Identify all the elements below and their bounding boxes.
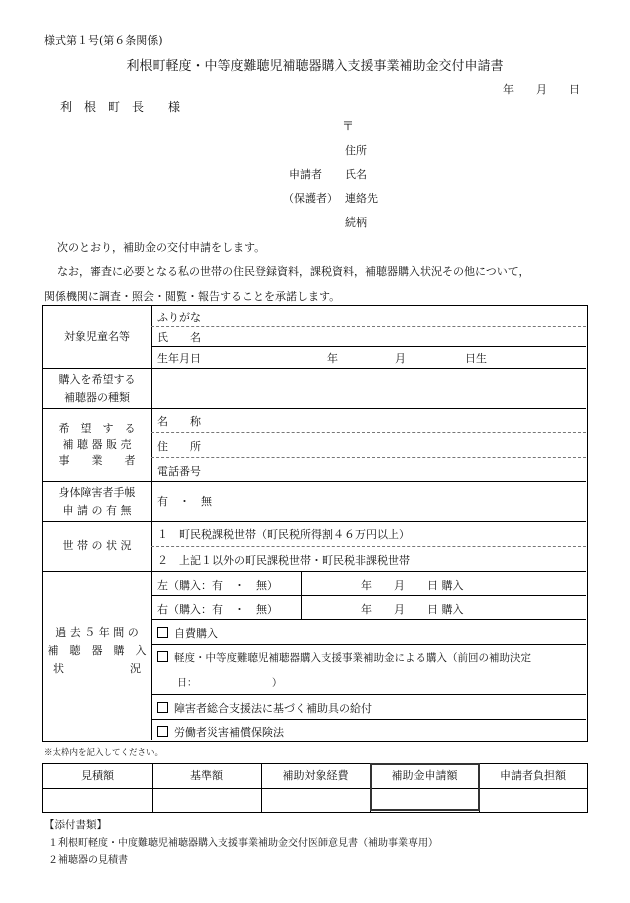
vendor-label-2: 補 聴 器 販 売: [62, 438, 132, 451]
vendor-label-1: 希 望 す る: [58, 422, 136, 435]
form-title: 利根町軽度・中等度難聴児補聴器購入支援事業補助金交付申請書: [126, 59, 504, 74]
option-welfare[interactable]: [157, 700, 372, 716]
applicant-burden-cell[interactable]: [479, 788, 587, 812]
header-applicant-burden: 申請者負担額: [500, 769, 566, 782]
left-ear-date: 年 月 日 購入: [361, 579, 464, 592]
attachment-item-2: ２補聴器の見積書: [48, 855, 128, 866]
checkbox-icon[interactable]: [157, 651, 168, 662]
right-ear-purchase[interactable]: 右（購入：有 ・ 無）: [157, 603, 278, 616]
history-label-2: 補 聴 器 購 入: [47, 644, 147, 657]
guardian-label: （保護者）: [283, 192, 338, 205]
attachment-item-1: １利根町軽度・中度難聴児補聴器購入支援事業補助金交付医師意見書（補助事業専用）: [48, 838, 438, 849]
address-label: 住所: [345, 144, 367, 157]
disability-label-1: 身体障害者手帳: [58, 486, 136, 499]
estimate-cell[interactable]: [43, 788, 152, 812]
option-self-purchase[interactable]: [157, 625, 218, 641]
furigana-label: ふりがな: [157, 311, 201, 324]
vendor-label-3: 事 業 者: [58, 454, 136, 467]
birth-year: 年: [327, 352, 338, 365]
option-self-purchase-label: 自費購入: [174, 627, 218, 640]
household-option-2[interactable]: ２ 上記１以外の町民課税世帯・町民税非課税世帯: [157, 554, 410, 567]
birth-day: 日生: [465, 352, 487, 365]
intro-line-2: なお，審査に必要となる私の世帯の住民登録資料，課税資料，補聴器購入状況その他について，: [57, 265, 530, 278]
header-standard: 基準額: [190, 769, 223, 782]
child-label: 対象児童名等: [64, 330, 130, 343]
birth-month: 月: [395, 352, 406, 365]
intro-line-3: 関係機関に調査・照会・閲覧・報告することを承諾します。: [44, 290, 341, 303]
applicant-label: 申請者: [289, 168, 322, 181]
header-subsidy-request: 補助金申請額: [391, 769, 458, 782]
option-subsidy-date: 日： ）: [177, 678, 282, 689]
option-subsidy-purchase[interactable]: [157, 650, 531, 665]
addressee: 利 根 町 長 様: [60, 100, 181, 114]
checkbox-icon[interactable]: [157, 702, 168, 713]
subsidy-request-cell[interactable]: [370, 788, 479, 812]
date-line: 年 月 日: [503, 83, 580, 96]
household-option-1[interactable]: １ 町民税課税世帯（町民税所得割４６万円以上）: [157, 528, 410, 541]
option-labor-insurance[interactable]: [157, 724, 284, 740]
eligible-cost-cell[interactable]: [261, 788, 370, 812]
history-label-3: 状 況: [53, 662, 141, 675]
option-labor-insurance-label: 労働者災害補償保険法: [174, 726, 284, 739]
household-label: 世 帯 の 状 況: [62, 539, 132, 552]
relation-label: 続柄: [345, 216, 367, 229]
vendor-name-label: 名 称: [157, 415, 201, 428]
name-label: 氏名: [345, 168, 367, 181]
attachments-title: 【添付書類】: [44, 819, 107, 831]
form-note: ※太枠内を記入してください。: [44, 748, 164, 758]
device-type-label-2: 補聴器の種類: [64, 391, 130, 404]
device-type-label-1: 購入を希望する: [58, 373, 136, 386]
history-label-1: 過 去 ５ 年 間 の: [55, 626, 139, 639]
vendor-phone-label: 電話番号: [157, 465, 201, 478]
disability-label-2: 申 請 の 有 無: [62, 504, 132, 517]
standard-cell[interactable]: [152, 788, 261, 812]
application-form-table: [42, 305, 588, 742]
right-ear-date: 年 月 日 購入: [361, 603, 464, 616]
birth-label: 生年月日: [157, 352, 201, 365]
postal-mark: 〒: [342, 119, 355, 133]
contact-label: 連絡先: [345, 192, 378, 205]
header-eligible-cost: 補助対象経費: [282, 769, 349, 782]
option-welfare-label: 障害者総合支援法に基づく補助具の給付: [174, 702, 372, 715]
checkbox-icon[interactable]: [157, 726, 168, 737]
child-name-label: 氏 名: [157, 331, 201, 344]
disability-choice[interactable]: 有 ・ 無: [157, 495, 212, 508]
form-number: 様式第１号(第６条関係): [44, 34, 163, 47]
header-estimate: 見積額: [81, 769, 114, 782]
intro-line-1: 次のとおり，補助金の交付申請をします。: [57, 241, 266, 254]
amounts-table: [42, 763, 588, 813]
checkbox-icon[interactable]: [157, 627, 168, 638]
vendor-address-label: 住 所: [157, 440, 201, 453]
left-ear-purchase[interactable]: 左（購入：有 ・ 無）: [157, 579, 278, 592]
option-subsidy-purchase-label: 軽度・中等度難聴児補聴器購入支援事業補助金による購入（前回の補助決定: [174, 652, 531, 664]
